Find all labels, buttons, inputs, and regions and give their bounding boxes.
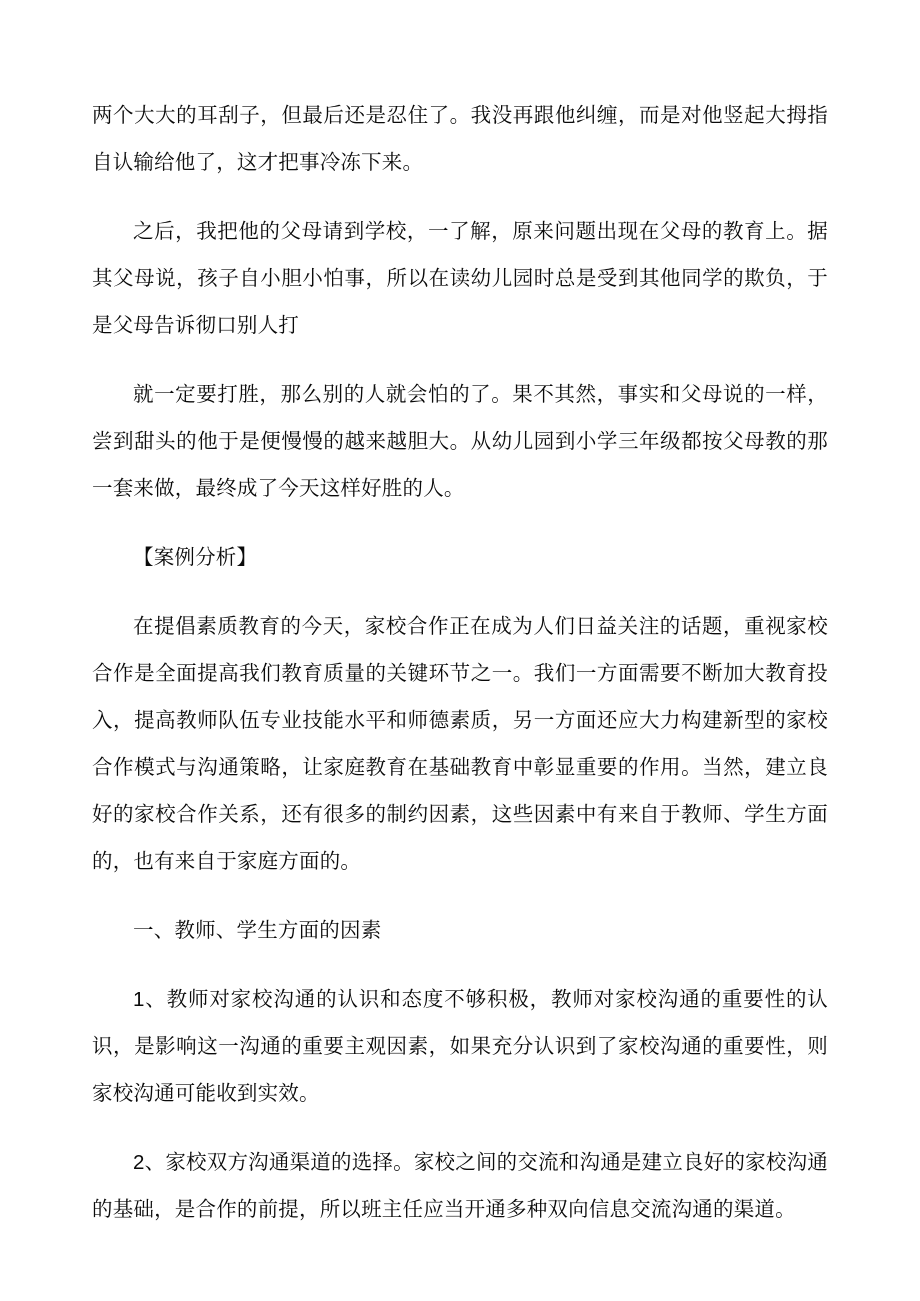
- paragraph-5: 在提倡素质教育的今天，家校合作正在成为人们日益关注的话题，重视家校合作是全面提高我们教育质量的关键环节之一。我们一方面需要不断加大教育投入，提高教师队伍专业技能水平和师德素质，另一方面还应大力构建新型的家校合作模式与沟通策略，让家庭教育在基础教育中彰显重要的作用。当然，建立良好的家校合作关系，还有很多的制约因素，这些因素中有来自于教师、学生方面的，也有来自于家庭方面的。: [92, 615, 828, 873]
- paragraph-2: 之后，我把他的父母请到学校，一了解，原来问题出现在父母的教育上。据其父母说，孩子自小胆小怕事，所以在读幼儿园时总是受到其他同学的欺负，于是父母告诉彻口别人打: [92, 220, 828, 337]
- document-body: [92, 92, 828, 1233]
- section-heading-factors: 一、教师、学生方面的因素: [133, 919, 382, 942]
- paragraph-3: 就一定要打胜，那么别的人就会怕的了。果不其然，事实和父母说的一样，尝到甜头的他于是便慢慢的越来越胆大。从幼儿园到小学三年级都按父母教的那一套来做，最终成了今天这样好胜的人。: [92, 383, 828, 500]
- paragraph-1: 两个大大的耳刮子，但最后还是忍住了。我没再跟他纠缠，而是对他竖起大拇指自认输给他了，这才把事冷冻下来。: [92, 104, 828, 174]
- list-item-2: 2、家校双方沟通渠道的选择。家校之间的交流和沟通是建立良好的家校沟通的基础，是合作的前提，所以班主任应当开通多种双向信息交流沟通的渠道。: [92, 1151, 828, 1221]
- section-heading-case-analysis: 【案例分析】: [133, 546, 258, 569]
- list-item-1: 1、教师对家校沟通的认识和态度不够积极，教师对家校沟通的重要性的认识，是影响这一沟通的重要主观因素，如果充分认识到了家校沟通的重要性，则家校沟通可能收到实效。: [92, 988, 828, 1105]
